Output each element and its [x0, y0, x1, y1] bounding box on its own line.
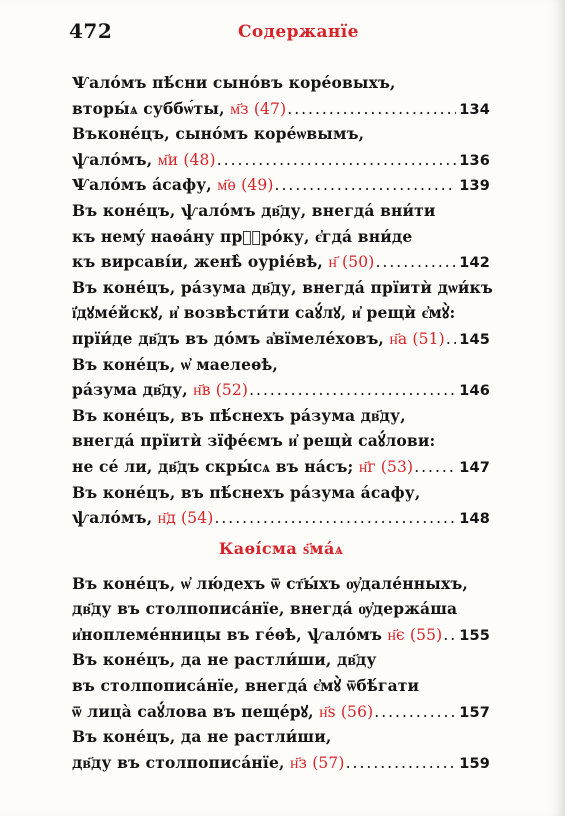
toc-entry-title-segment: [72, 699, 373, 726]
toc-entry-final-line: [72, 249, 490, 275]
toc-entry-text: Ѱалóмъ пѣ́сни сынóвъ корéовыхъ,: [72, 73, 396, 92]
toc-entry-text: Въ конéцъ, рáзума дв҃ду, внегдá прїитѝ дѡи́къ: [72, 277, 493, 297]
psalm-number: н҃д (54): [157, 509, 214, 528]
toc-page-number: 134: [459, 101, 490, 118]
toc-page-number: 139: [459, 178, 490, 195]
toc-entry-final-line: [72, 750, 490, 776]
toc-entry-text: Въ конéцъ, въ пѣ́снехъ рáзума дв҃ду,: [72, 405, 406, 425]
toc-entry-text: внегдá прїитѝ зїфéємъ и҆ рещѝ саꙋ́лови:: [72, 431, 436, 451]
table-of-contents: [72, 70, 493, 775]
toc-page-number: 148: [459, 511, 490, 528]
dot-leader: [375, 250, 456, 276]
toc-entry-text: Въ конéцъ, да не растли́ши, дв҃ду: [72, 650, 377, 670]
section-heading: Каѳі́сма ѕ҃мáѧ: [218, 538, 344, 558]
toc-entry-line: [72, 224, 490, 250]
toc-entry: [72, 70, 490, 121]
toc-entry-title-segment: [72, 303, 455, 322]
dot-leader: [374, 700, 456, 726]
toc-entry-title-segment: [72, 124, 364, 143]
toc-page-number: 157: [459, 704, 490, 721]
toc-entry-title-segment: [72, 483, 420, 502]
toc-entry-text: Ѱалóмъ а́сафу,: [72, 175, 218, 195]
toc-entry: [72, 403, 490, 480]
toc-entry-text: въ столпописáнїе, внегдá є҆мꙋ̀ ѿбѣ́гати: [72, 676, 420, 696]
toc-entry-text: Въ конéцъ, въ пѣ́снехъ рáзума а́сафу,: [72, 482, 421, 502]
toc-entry-title-segment: [72, 377, 248, 404]
toc-entry: [72, 647, 490, 724]
toc-page-number: 155: [459, 627, 490, 644]
dot-leader: [287, 97, 456, 123]
dot-leader: [249, 378, 456, 404]
toc-entry-text: не сé ли, дв҃дъ скры́сѧ въ нáсъ;: [72, 456, 359, 476]
toc-entry-title-segment: [72, 73, 396, 92]
toc-entry-title-segment: [72, 147, 216, 174]
toc-entry-text: Въ конéцъ, да не растли́ши,: [72, 727, 332, 747]
dot-leader: [443, 623, 456, 649]
toc-entry: [72, 172, 490, 198]
toc-entry-title-segment: [72, 599, 457, 618]
toc-entry-final-line: [72, 96, 490, 122]
toc-entry-text: дв҃ду въ столпописáнїе, внегдá ѹ҆держáша: [72, 599, 458, 619]
toc-entry-final-line: [72, 147, 490, 173]
toc-entry-text: рáзума дв҃ду,: [72, 380, 194, 400]
toc-page-number: 142: [459, 255, 490, 272]
toc-entry-text: ї҆дꙋмéйскꙋ, и҆ возвѣсти́ти саꙋ́лꙋ, и҆ рещѝ є҆мꙋ̀:: [72, 303, 456, 323]
toc-entry-title-segment: [72, 201, 436, 220]
toc-entry-title-segment: [72, 96, 286, 123]
toc-entry-title-segment: [72, 406, 406, 425]
psalm-number: м҃з (47): [230, 99, 287, 118]
dot-leader: [446, 327, 456, 353]
psalm-number: н҃а (51): [389, 329, 445, 348]
toc-entry-title-segment: [72, 505, 213, 532]
toc-entry-title-segment: [72, 227, 412, 246]
toc-entry-final-line: [72, 377, 490, 403]
toc-entry-text: ѱалóмъ,: [72, 508, 158, 528]
dot-leader: [414, 455, 456, 481]
toc-entry-final-line: [72, 172, 490, 198]
toc-page-number: 147: [459, 459, 490, 476]
toc-entry-line: [72, 724, 490, 750]
toc-entry-line: [72, 403, 490, 429]
psalm-number: н҃з (57): [290, 753, 345, 772]
toc-entry-text: Въконéцъ, сынóмъ корéѡвымъ,: [72, 124, 365, 144]
toc-entry-line: [72, 275, 493, 301]
psalm-number: м҃ѳ (49): [217, 176, 274, 195]
toc-entry-line: [72, 596, 490, 622]
toc-entry: [72, 724, 490, 775]
toc-entry-title-segment: [72, 278, 493, 297]
toc-entry-title-segment: [72, 650, 377, 669]
psalm-number: м҃и (48): [157, 150, 216, 169]
toc-entry-text: Въ конéцъ, ѡ҆ лю́дехъ ѿ ст҃ы́хъ ѹ҆далéнныхъ,: [72, 573, 468, 593]
toc-entry-line: [72, 121, 490, 147]
toc-entry-title-segment: [72, 355, 278, 374]
toc-entry-text: и҆ноплемéнницы въ гéѳѣ, ѱалóмъ: [72, 624, 388, 644]
toc-entry-line: [72, 300, 490, 326]
psalm-number: н҃г (53): [358, 457, 414, 476]
toc-entry-line: [72, 70, 490, 96]
dot-leader: [217, 148, 457, 174]
toc-entry: [72, 275, 493, 352]
toc-entry-text: ѿ лица̀ саꙋ́лова въ пещéрꙋ,: [72, 701, 320, 721]
toc-entry-text: къ вирсавíи, женѣ̀ оуріéвѣ,: [72, 252, 329, 272]
toc-entry-text: вторы́ѧ суббѡ́ты,: [72, 98, 231, 118]
psalm-number: н҃ (50): [328, 253, 375, 272]
dot-leader: [214, 506, 456, 532]
toc-entry-title-segment: [72, 326, 445, 353]
toc-entry: [72, 352, 490, 403]
psalm-number: н҃є (55): [387, 625, 443, 644]
toc-entry-line: [72, 198, 490, 224]
toc-entry-title-segment: [72, 727, 331, 746]
psalm-number: н҃ѕ (56): [319, 702, 374, 721]
toc-entry-text: дв҃ду въ столпописáнїе,: [72, 752, 291, 772]
toc-entry-line: [72, 647, 490, 673]
toc-entry-final-line: [72, 505, 490, 531]
toc-entry-final-line: [72, 326, 490, 352]
toc-entry-final-line: [72, 622, 490, 648]
toc-entry: [72, 121, 490, 172]
toc-entry-text: ѱалóмъ,: [72, 149, 158, 169]
toc-entry: [72, 198, 490, 275]
toc-page-number: 159: [459, 755, 490, 772]
toc-entry-title-segment: [72, 574, 468, 593]
toc-entry-line: [72, 428, 490, 454]
toc-entry-line: [72, 480, 490, 506]
toc-page-number: 145: [459, 331, 490, 348]
dot-leader: [275, 173, 457, 199]
dot-leader: [346, 751, 457, 777]
page-number: 472: [69, 19, 113, 43]
toc-page-number: 136: [459, 152, 490, 169]
toc-entry-title-segment: [72, 172, 274, 199]
toc-entry-text: къ немý наѳáну прⷪ҇рóку, є҆гдá вни́де: [72, 226, 413, 246]
running-title: Содержанїе: [238, 22, 359, 42]
toc-entry-line: [72, 571, 490, 597]
toc-entry-text: прїи́де дв҃дъ въ дóмъ а҆вїмелéховъ,: [72, 328, 390, 348]
toc-entry-text: Въ конéцъ, ѱалóмъ дв҃ду, внегдá вни́ти: [72, 200, 436, 220]
toc-entry-title-segment: [72, 622, 442, 649]
toc-entry-title-segment: [72, 750, 345, 777]
toc-entry-title-segment: [72, 431, 435, 450]
toc-entry-line: [72, 673, 490, 699]
toc-entry-title-segment: [72, 454, 413, 481]
toc-entry-text: Въ конéцъ, ѡ҆ маелеѳѣ,: [72, 354, 278, 374]
toc-entry-line: [72, 352, 490, 378]
toc-entry: [72, 480, 490, 531]
toc-entry-title-segment: [72, 249, 374, 276]
toc-entry-final-line: [72, 454, 490, 480]
toc-entry: [72, 571, 490, 648]
toc-page-number: 146: [459, 383, 490, 400]
psalm-number: н҃в (52): [193, 381, 249, 400]
toc-entry-final-line: [72, 699, 490, 725]
toc-entry-title-segment: [72, 676, 419, 695]
